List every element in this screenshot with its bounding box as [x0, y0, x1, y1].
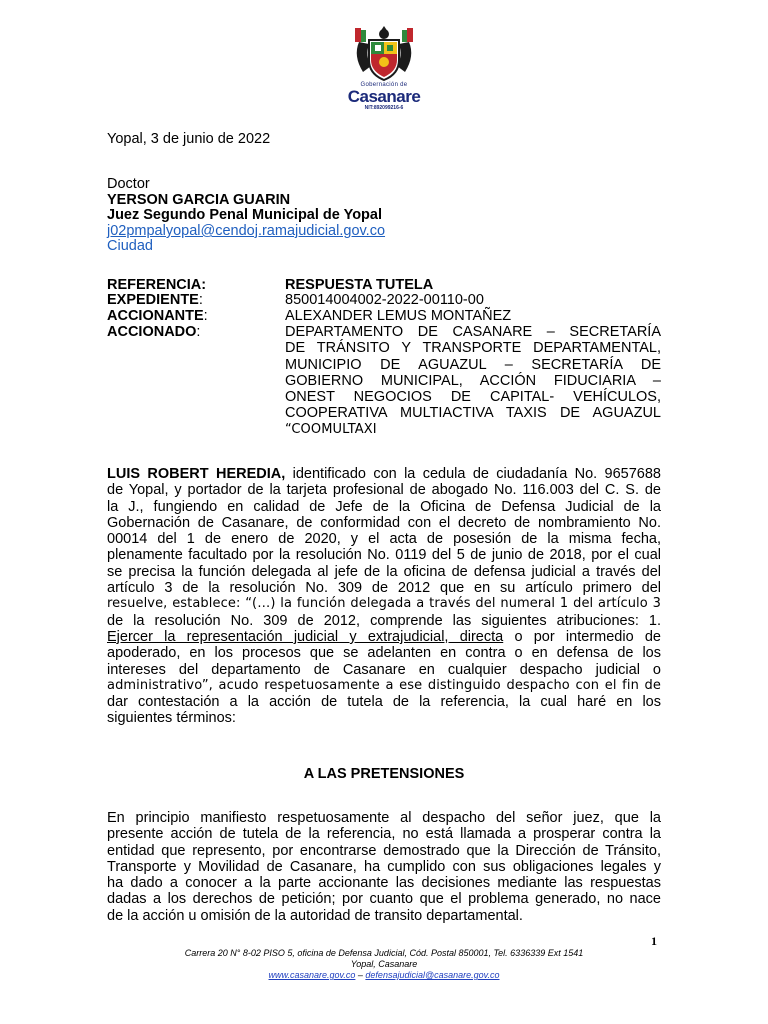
- paragraph-line: la J., fungiendo en calidad de Jefe de la Oficina de Defensa Judicial de la: [107, 498, 661, 515]
- referencia-value: RESPUESTA TUTELA: [285, 277, 434, 293]
- paragraph-line: apoderado, en los procesos que se adelanten en contra o en defensa de los: [107, 645, 661, 662]
- paragraph-line: de Yopal, y portador de la tarjeta profesional de abogado No. 116.003 del C. S. de: [107, 482, 661, 499]
- logo-name: Casanare: [347, 87, 421, 106]
- addressee-name: YERSON GARCIA GUARIN: [107, 192, 291, 208]
- accionado-line: “COOMULTAXI: [285, 421, 377, 437]
- coat-of-arms-icon: [349, 22, 419, 84]
- footer-website-link[interactable]: www.casanare.gov.co: [268, 970, 356, 980]
- referencia-label: REFERENCIA:: [107, 277, 207, 293]
- accionado-line: MUNICIPIO DE AGUAZUL – SECRETARÍA DE: [285, 356, 661, 373]
- paragraph-line: plenamente facultado por la resolución No. 0119 del 5 de junio de 2018, por el cual: [107, 547, 661, 564]
- expediente-value: 850014004002-2022-00110-00: [285, 292, 484, 308]
- date-line: Yopal, 3 de junio de 2022: [107, 131, 271, 147]
- addressee-city: Ciudad: [107, 238, 153, 254]
- accionado-label: ACCIONADO:: [107, 324, 201, 340]
- paragraph-line: Ejercer la representación judicial y extrajudicial, directa o por intermedio de: [107, 628, 661, 645]
- underlined-clause: Ejercer la representación judicial y extrajudicial, directa: [107, 628, 504, 645]
- paragraph-line: dadas a los derechos de petición; por cuanto que el problema generado, no nace: [107, 891, 661, 908]
- footer: [0, 948, 768, 981]
- accionante-value: ALEXANDER LEMUS MONTAÑEZ: [285, 308, 512, 324]
- paragraph-line: intereses del departamento de Casanare en cualquier despacho judicial o: [107, 661, 661, 678]
- paragraph-line: En principio manifiesto respetuosamente al despacho del señor juez, que la: [107, 810, 661, 826]
- paragraph-line: de la acción u omisión de la autoridad de transito departamental.: [107, 907, 523, 924]
- intro-paragraph: [107, 466, 661, 727]
- addressee-title: Juez Segundo Penal Municipal de Yopal: [107, 207, 383, 223]
- paragraph-line: LUIS ROBERT HEREDIA, identificado con la cedula de ciudadanía No. 9657688: [107, 466, 661, 482]
- footer-contact: [0, 970, 768, 981]
- accionado-line: DEPARTAMENTO DE CASANARE – SECRETARÍA: [285, 324, 661, 340]
- footer-address: Carrera 20 N° 8-02 PISO 5, oficina de Defensa Judicial, Cód. Postal 850001, Tel. 6336339 Ext 1541: [184, 948, 584, 958]
- paragraph-line: se precisa la función delegada al jefe de la oficina de defensa judicial a través del: [107, 563, 661, 580]
- accionado-value: [285, 324, 661, 438]
- page-number: 1: [651, 934, 657, 948]
- paragraph-line: siguientes términos:: [107, 710, 236, 727]
- paragraph-line: administrativo”, acudo respetuosamente a ese distinguido despacho con el fin de: [107, 677, 661, 693]
- section-heading: A LAS PRETENSIONES: [303, 766, 465, 782]
- signer-name: LUIS ROBERT HEREDIA,: [107, 466, 286, 482]
- paragraph-line: dar contestación a la acción de tutela de la referencia, la cual haré en los: [107, 694, 661, 711]
- logo-subtitle: Gobernación de: [360, 82, 408, 88]
- pretensiones-paragraph: [107, 810, 661, 924]
- paragraph-line: Transporte y Movilidad de Casanare, ha cumplido con sus obligaciones legales y: [107, 858, 661, 875]
- paragraph-line: artículo 3 de la resolución No. 309 de 2012 que en su artículo primero del: [107, 580, 661, 597]
- accionante-label: ACCIONANTE:: [107, 308, 208, 324]
- paragraph-line: entidad que represento, por encontrarse demostrado que la Dirección de Tránsito,: [107, 842, 661, 859]
- paragraph-line: resuelve, establece: “(…) la función delegada a través del numeral 1 del artículo 3: [107, 596, 661, 612]
- casanare-logo: [336, 22, 432, 122]
- accionado-line: COOPERATIVA MULTIACTIVA TAXIS DE AGUAZUL: [285, 405, 661, 422]
- expediente-label: EXPEDIENTE:: [107, 292, 203, 308]
- paragraph-line: ha dado a conocer a la parte accionante las decisiones mediante las respuestas: [107, 875, 661, 892]
- accionado-line: DE TRÁNSITO Y TRANSPORTE DEPARTAMENTAL,: [285, 340, 661, 357]
- paragraph-line: presente acción de tutela de la referencia, no está llamada a prosperar contra la: [107, 826, 661, 843]
- accionado-line: ONEST NEGOCIOS DE CAPITAL- VEHÍCULOS,: [285, 389, 661, 406]
- logo-nit: NIT:892099216-6: [364, 105, 404, 111]
- paragraph-line: Gobernación de Casanare, de conformidad con el decreto de nombramiento No.: [107, 514, 661, 531]
- paragraph-line: de la resolución No. 309 de 2012, comprende las siguientes atribuciones: 1.: [107, 612, 661, 629]
- addressee-email-link[interactable]: j02pmpalyopal@cendoj.ramajudicial.gov.co: [107, 223, 386, 239]
- footer-city: Yopal, Casanare: [350, 959, 418, 969]
- footer-email-link[interactable]: defensajudicial@casanare.gov.co: [365, 970, 500, 980]
- paragraph-line: 00014 del 1 de enero de 2020, y el acta de posesión de la misma fecha,: [107, 531, 661, 548]
- salutation: Doctor: [107, 176, 150, 192]
- accionado-line: GOBIERNO MUNICIPAL, ACCIÓN FIDUCIARIA –: [285, 372, 661, 389]
- footer-separator: –: [355, 970, 366, 980]
